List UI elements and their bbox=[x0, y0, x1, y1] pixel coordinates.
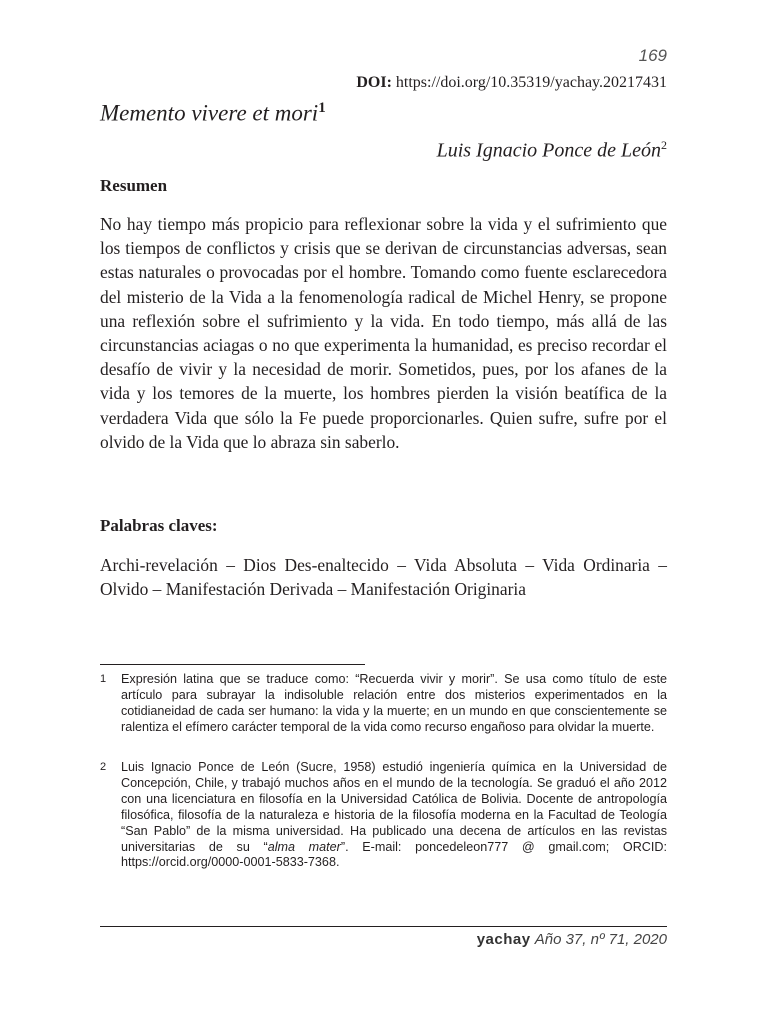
doi-line bbox=[356, 74, 667, 92]
footnote-text: Expresión latina que se traduce como: “Recuerda vivir y morir”. Se usa como título de este artículo para subrayar la indisoluble relación entre dos misterios experimentados en la cotidianeidad de cada ser humano: la vida y la muerte; en un mundo en que conscientemente se ralentiza el efímero carácter temporal de la vida como recurso engañoso para olvidar la muerte. bbox=[121, 672, 667, 734]
author-footnote-ref[interactable]: 2 bbox=[661, 138, 667, 152]
footer-rule bbox=[100, 926, 667, 927]
footnote-number: 1 bbox=[100, 673, 107, 685]
abstract-body: No hay tiempo más propicio para reflexionar sobre la vida y el sufrimiento que los tiempos de conflictos y crisis que se derivan de circunstancias adversas, sean estas naturales o provocadas por el hombre. Tomando como fuente esclarecedora del misterio de la Vida a la fenomenología radical de Michel Henry, se propone una reflexión sobre el sufrimiento y la vida. En todo tiempo, más allá de las circunstancias aciagas o no que experimenta la humanidad, es preciso recordar el desafío de vivir y la necesidad de morir. Sometidos, pues, por los afanes de la vida y los temores de la muerte, los hombres pierden la visión beatífica de la verdadera Vida que sólo la Fe puede proporcionarles. Quien sufre, sufre por el olvido de la Vida que lo abraza sin saberlo. bbox=[100, 214, 667, 452]
footnote-1 bbox=[100, 672, 667, 736]
article-title-text: Memento vivere et mori bbox=[100, 100, 319, 126]
journal-name: yachay bbox=[476, 931, 531, 948]
footnote-text bbox=[121, 760, 667, 871]
abstract-heading: Resumen bbox=[100, 176, 168, 195]
footnote-text-part: ”. E-mail: poncedeleon777 @ gmail.com; ORCID: https://orcid.org/0000-0001-5833-7368. bbox=[121, 839, 667, 870]
author-name-text: Luis Ignacio Ponce de León bbox=[436, 139, 661, 162]
keywords-body: Archi-revelación – Dios Des-enaltecido – Vida Absoluta – Vida Ordinaria – Olvido – Manifestación Derivada – Manifestación Originaria bbox=[100, 555, 667, 600]
footnote-text-italic: alma mater bbox=[267, 839, 341, 854]
author-name bbox=[437, 138, 667, 163]
doi-label: DOI: bbox=[356, 74, 392, 91]
footnote-number: 2 bbox=[100, 761, 107, 773]
title-footnote-ref[interactable]: 1 bbox=[318, 100, 326, 116]
journal-issue: Año 37, nº 71, 2020 bbox=[534, 931, 667, 948]
footnote-2 bbox=[100, 760, 667, 871]
footnote-separator bbox=[100, 664, 365, 665]
page-footer bbox=[477, 931, 667, 948]
doi-link[interactable]: https://doi.org/10.35319/yachay.20217431 bbox=[395, 74, 667, 91]
page-number: 169 bbox=[638, 46, 667, 65]
keywords-heading: Palabras claves: bbox=[100, 516, 218, 535]
footnote-text-part: Luis Ignacio Ponce de León (Sucre, 1958) estudió ingeniería química en la Universidad de Concepción, Chile, y trabajó muchos años en el mundo de la tecnología. Se graduó el año 2012 con una licenciatura en filosofía en la Universidad Católica de Bolivia. Docente de antropología filosófica, filosofía de la naturaleza e historia de la filosofía moderna en la Facultad de Teología “San Pablo” de la misma universidad. Ha publicado una decena de artículos en las revistas universitarias de su “ bbox=[121, 760, 667, 854]
article-title bbox=[100, 100, 326, 127]
